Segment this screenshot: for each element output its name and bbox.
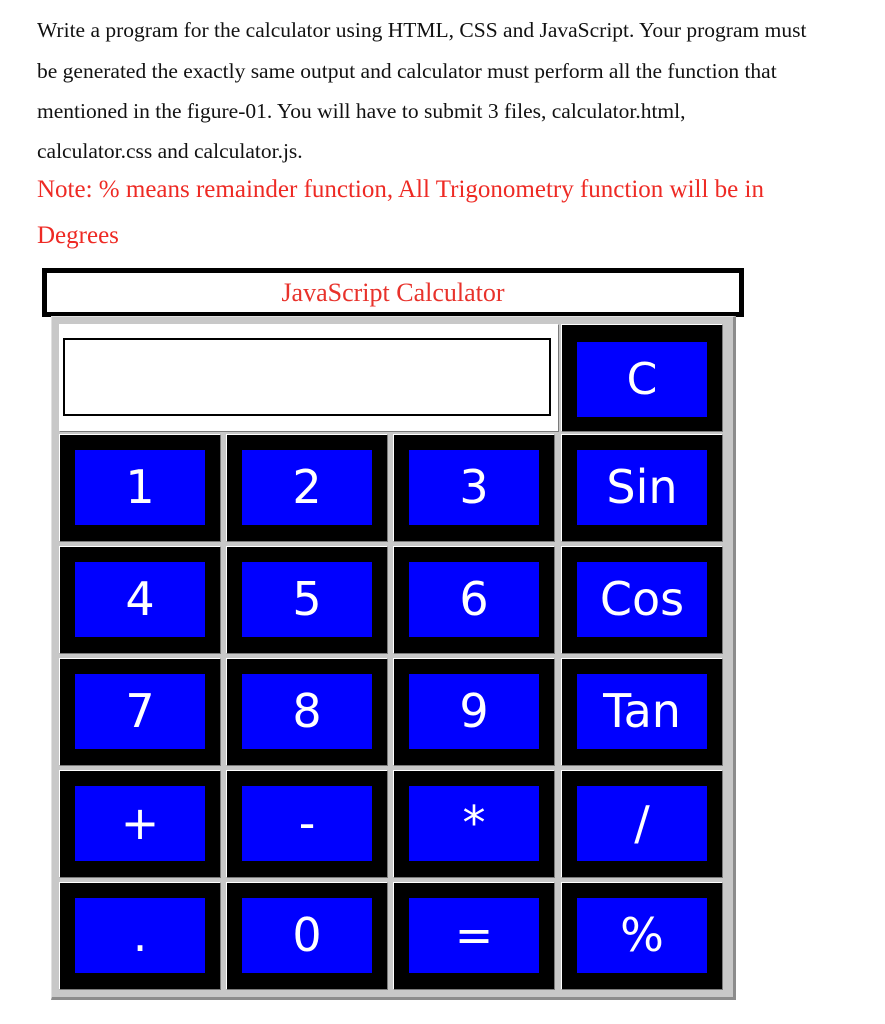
add-button[interactable]: + <box>75 786 205 861</box>
key-cell <box>393 434 555 542</box>
key-cell <box>561 882 723 990</box>
key-cell <box>226 434 388 542</box>
cos-button[interactable]: Cos <box>577 562 707 637</box>
key-cell <box>393 658 555 766</box>
digit-3-button[interactable]: 3 <box>409 450 539 525</box>
key-cell <box>226 546 388 654</box>
instruction-line-3: mentioned in the figure-01. You will have to submit 3 files, calculator.html, <box>37 99 686 123</box>
calculator-title: JavaScript Calculator <box>42 268 744 317</box>
digit-1-button[interactable]: 1 <box>75 450 205 525</box>
key-cell <box>59 546 221 654</box>
key-cell <box>393 882 555 990</box>
remainder-button[interactable]: % <box>577 898 707 973</box>
key-cell <box>561 658 723 766</box>
key-cell <box>561 434 723 542</box>
digit-9-button[interactable]: 9 <box>409 674 539 749</box>
tan-button[interactable]: Tan <box>577 674 707 749</box>
digit-6-button[interactable]: 6 <box>409 562 539 637</box>
key-cell <box>59 770 221 878</box>
key-cell <box>393 546 555 654</box>
digit-4-button[interactable]: 4 <box>75 562 205 637</box>
key-cell <box>59 658 221 766</box>
multiply-button[interactable]: * <box>409 786 539 861</box>
calculator-panel <box>51 316 736 1000</box>
decimal-button[interactable]: . <box>75 898 205 973</box>
key-cell <box>226 882 388 990</box>
instruction-line-2: be generated the exactly same output and calculator must perform all the function that <box>37 59 777 83</box>
digit-7-button[interactable]: 7 <box>75 674 205 749</box>
key-cell <box>226 770 388 878</box>
display-cell <box>59 324 559 432</box>
key-cell <box>561 546 723 654</box>
key-cell <box>59 882 221 990</box>
key-cell <box>561 770 723 878</box>
subtract-button[interactable]: - <box>242 786 372 861</box>
key-cell <box>226 658 388 766</box>
instruction-line-4: calculator.css and calculator.js. <box>37 139 303 163</box>
note-line-1: Note: % means remainder function, All Trigonometry function will be in <box>37 176 764 203</box>
divide-button[interactable]: / <box>577 786 707 861</box>
key-cell <box>393 770 555 878</box>
digit-5-button[interactable]: 5 <box>242 562 372 637</box>
calculator-display[interactable] <box>63 338 551 416</box>
key-cell <box>59 434 221 542</box>
instruction-line-1: Write a program for the calculator using HTML, CSS and JavaScript. Your program must <box>37 18 807 42</box>
clear-button[interactable]: C <box>577 342 707 417</box>
equals-button[interactable]: = <box>409 898 539 973</box>
note-line-2: Degrees <box>37 222 119 249</box>
digit-2-button[interactable]: 2 <box>242 450 372 525</box>
key-cell-clear <box>561 324 723 432</box>
digit-8-button[interactable]: 8 <box>242 674 372 749</box>
digit-0-button[interactable]: 0 <box>242 898 372 973</box>
sin-button[interactable]: Sin <box>577 450 707 525</box>
